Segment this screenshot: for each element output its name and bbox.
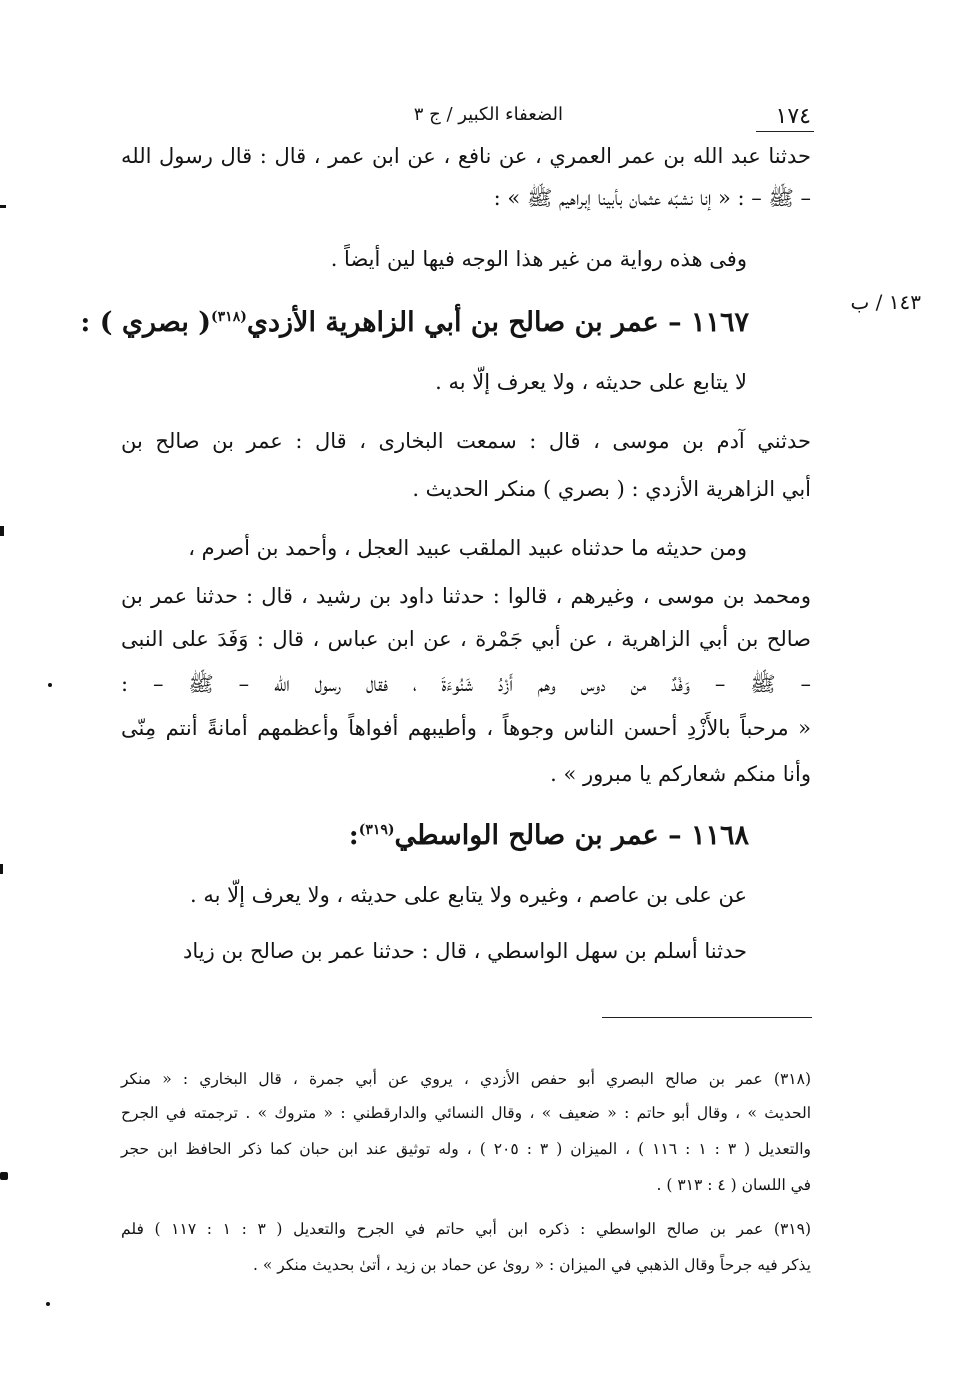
scan-mark [0, 205, 6, 208]
entry-1167-line-7: – ﷺ – وَفْدٌ من دوس وهم أَزْدُ شَنُوءَةَ ، فقال رسول الله – ﷺ – : [121, 672, 811, 696]
entry-1167-line-1: لا يتابع على حديثه ، ولا يعرف إلّا به . [435, 370, 747, 394]
footnote-ref-318[interactable]: (٣١٨) [211, 309, 247, 325]
entry-1168-heading [349, 822, 749, 849]
scan-mark [0, 1172, 8, 1180]
footnote-318-line-3: والتعديل ( ٣ : ١ : ١١٦ ) ، الميزان ( ٣ : ٢٠٥ ) ، وله توثيق عند ابن حبان كما ذكر الحافظ ابن حجر [121, 1140, 812, 1158]
entry-1167-tail: ( بصري ) : [80, 307, 212, 338]
intro-line-2: – ﷺ – : « إنا نشبّه عثمان بأبينا إبراهيم ﷺ » : [493, 186, 811, 210]
entry-1167-line-3: أبي الزاهرية الأزدي : ( بصري ) منكر الحديث . [412, 477, 811, 501]
margin-folio-note: ١٤٣ / ب [850, 290, 921, 314]
entry-1167-line-2: حدثني آدم بن موسى ، قال : سمعت البخارى ، قال : عمر بن صالح بن [121, 429, 811, 453]
footnote-318-line-1: (٣١٨) عمر بن صالح البصري أبو حفص الأزدي ، يروي عن أبي جمرة ، قال البخاري : « منكر [121, 1070, 811, 1088]
entry-1167-line-9: وأنا منكم شعاركم يا مبرور » . [550, 762, 811, 786]
footnote-319-line-1: (٣١٩) عمر بن صالح الواسطي : ذكره ابن أبي حاتم في الجرح والتعديل ( ٣ : ١ : ١١٧ ) فلم [121, 1220, 812, 1238]
entry-1167-line-6: صالح بن أبي الزاهرية ، عن أبي جَمْرة ، عن ابن عباس ، قال : وَفَدَ على النبى [121, 627, 811, 651]
scan-mark [46, 1302, 50, 1306]
entry-1168-line-2: حدثنا أسلم بن سهل الواسطي ، قال : حدثنا عمر بن صالح بن زياد [183, 939, 747, 963]
running-title: الضعفاء الكبير / ج ٣ [413, 104, 563, 125]
footnote-ref-319[interactable]: (٣١٩) [358, 822, 395, 838]
entry-1167-line-8: « مرحباً بالأَزْدِ أحسن الناس وجوهاً ، وأطيبهم أفواهاً وأعظمهم أمانةً أنتم مِنّى [121, 716, 811, 740]
entry-1168-line-1: عن على بن عاصم ، وغيره ولا يتابع على حديثه ، ولا يعرف إلّا به . [190, 883, 747, 907]
footnote-318-line-2: الحديث » ، وقال أبو حاتم : « ضعيف » ، وقال النسائي والدارقطني : « متروك » . ترجمته في الجرح [121, 1104, 811, 1122]
footnote-separator [602, 1017, 812, 1018]
entry-1167-title: ١١٦٧ – عمر بن صالح بن أبي الزاهرية الأزدي [246, 307, 749, 338]
scan-mark [0, 526, 4, 536]
footnote-318-line-4: في اللسان ( ٤ : ٣١٣ ) . [656, 1176, 811, 1194]
entry-1168-tail: : [348, 820, 359, 851]
intro-line-1: حدثنا عبد الله بن عمر العمري ، عن نافع ، عن ابن عمر ، قال : قال رسول الله [121, 144, 811, 168]
intro-line-3: وفى هذه رواية من غير هذا الوجه فيها لين أيضاً . [330, 247, 747, 271]
footnote-319-line-2: يذكر فيه جرحاً وقال الذهبي في الميزان : « روىٰ عن حماد بن زيد ، أتىٰ بحديث منكر » . [253, 1256, 811, 1274]
entry-1167-line-4: ومن حديثه ما حدثناه عبيد الملقب عبيد العجل ، وأحمد بن أصرم ، [188, 536, 747, 560]
scan-mark [48, 683, 52, 687]
page-number: ١٧٤ [775, 104, 811, 129]
entry-1167-heading [80, 309, 749, 336]
entry-1168-title: ١١٦٨ – عمر بن صالح الواسطي [394, 820, 749, 851]
entry-1167-line-5: ومحمد بن موسى ، وغيرهم ، قالوا : حدثنا داود بن رشيد ، قال : حدثنا عمر بن [121, 584, 811, 608]
page-number-underline [756, 131, 814, 132]
scan-mark [0, 864, 3, 874]
